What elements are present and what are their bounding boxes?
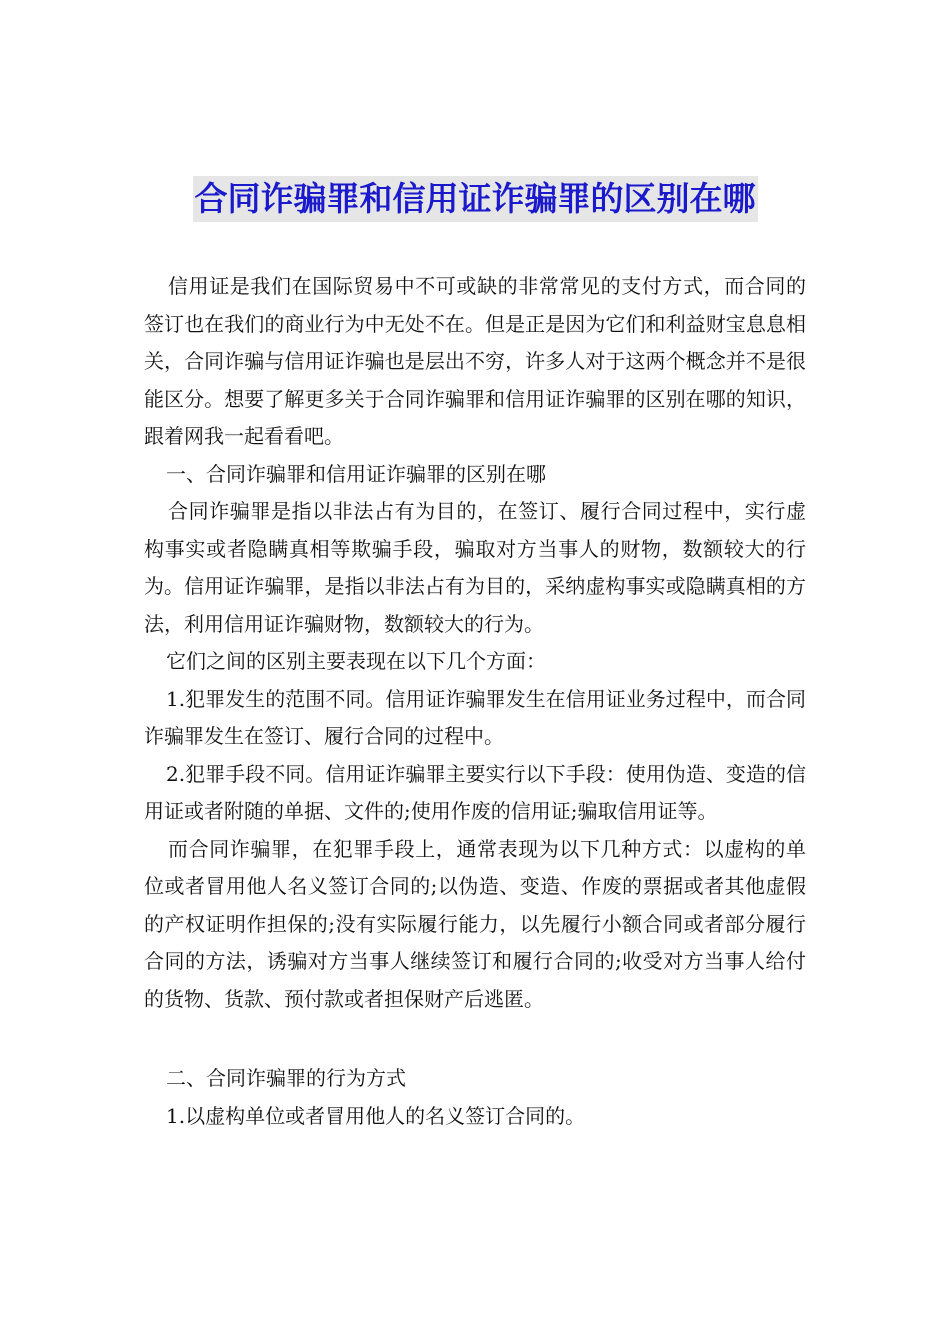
paragraph-spacer	[144, 1018, 806, 1060]
definition-paragraph: 合同诈骗罪是指以非法占有为目的，在签订、履行合同过程中，实行虚构事实或者隐瞒真相等欺骗手段，骗取对方当事人的财物，数额较大的行为。信用证诈骗罪，是指以非法占有为目的，采纳虚构事实或隐瞒真相的方法，利用信用证诈骗财物，数额较大的行为。	[144, 499, 806, 636]
section-heading-2: 二、合同诈骗罪的行为方式	[166, 1066, 406, 1090]
title-container	[0, 176, 950, 222]
behavior-item-1: 1.以虚构单位或者冒用他人的名义签订合同的。	[166, 1103, 586, 1128]
intro-paragraph: 信用证是我们在国际贸易中不可或缺的非常常见的支付方式，而合同的签订也在我们的商业行为中无处不在。但是正是因为它们和利益财宝息息相关，合同诈骗与信用证诈骗也是层出不穷，许多人对于这两个概念并不是很能区分。想要了解更多关于合同诈骗罪和信用证诈骗罪的区别在哪的知识，跟着网我一起看看吧。	[144, 274, 806, 448]
difference-item-2: 2.犯罪手段不同。信用证诈骗罪主要实行以下手段：使用伪造、变造的信用证或者附随的单据、文件的;使用作废的信用证;骗取信用证等。	[144, 761, 806, 823]
document-title: 合同诈骗罪和信用证诈骗罪的区别在哪	[193, 176, 758, 222]
section-heading-1: 一、合同诈骗罪和信用证诈骗罪的区别在哪	[166, 461, 546, 486]
contract-fraud-means-paragraph: 而合同诈骗罪，在犯罪手段上，通常表现为以下几种方式：以虚构的单位或者冒用他人名义签订合同的;以伪造、变造、作废的票据或者其他虚假的产权证明作担保的;没有实际履行能力，以先履行小额合同或者部分履行合同的方法，诱骗对方当事人继续签订和履行合同的;收受对方当事人给付的货物、货款、预付款或者担保财产后逃匿。	[144, 836, 806, 1011]
document-body	[144, 268, 806, 1135]
differences-intro: 它们之间的区别主要表现在以下几个方面：	[166, 649, 546, 673]
difference-item-1: 1.犯罪发生的范围不同。信用证诈骗罪发生在信用证业务过程中，而合同诈骗罪发生在签订、履行合同的过程中。	[144, 686, 806, 748]
